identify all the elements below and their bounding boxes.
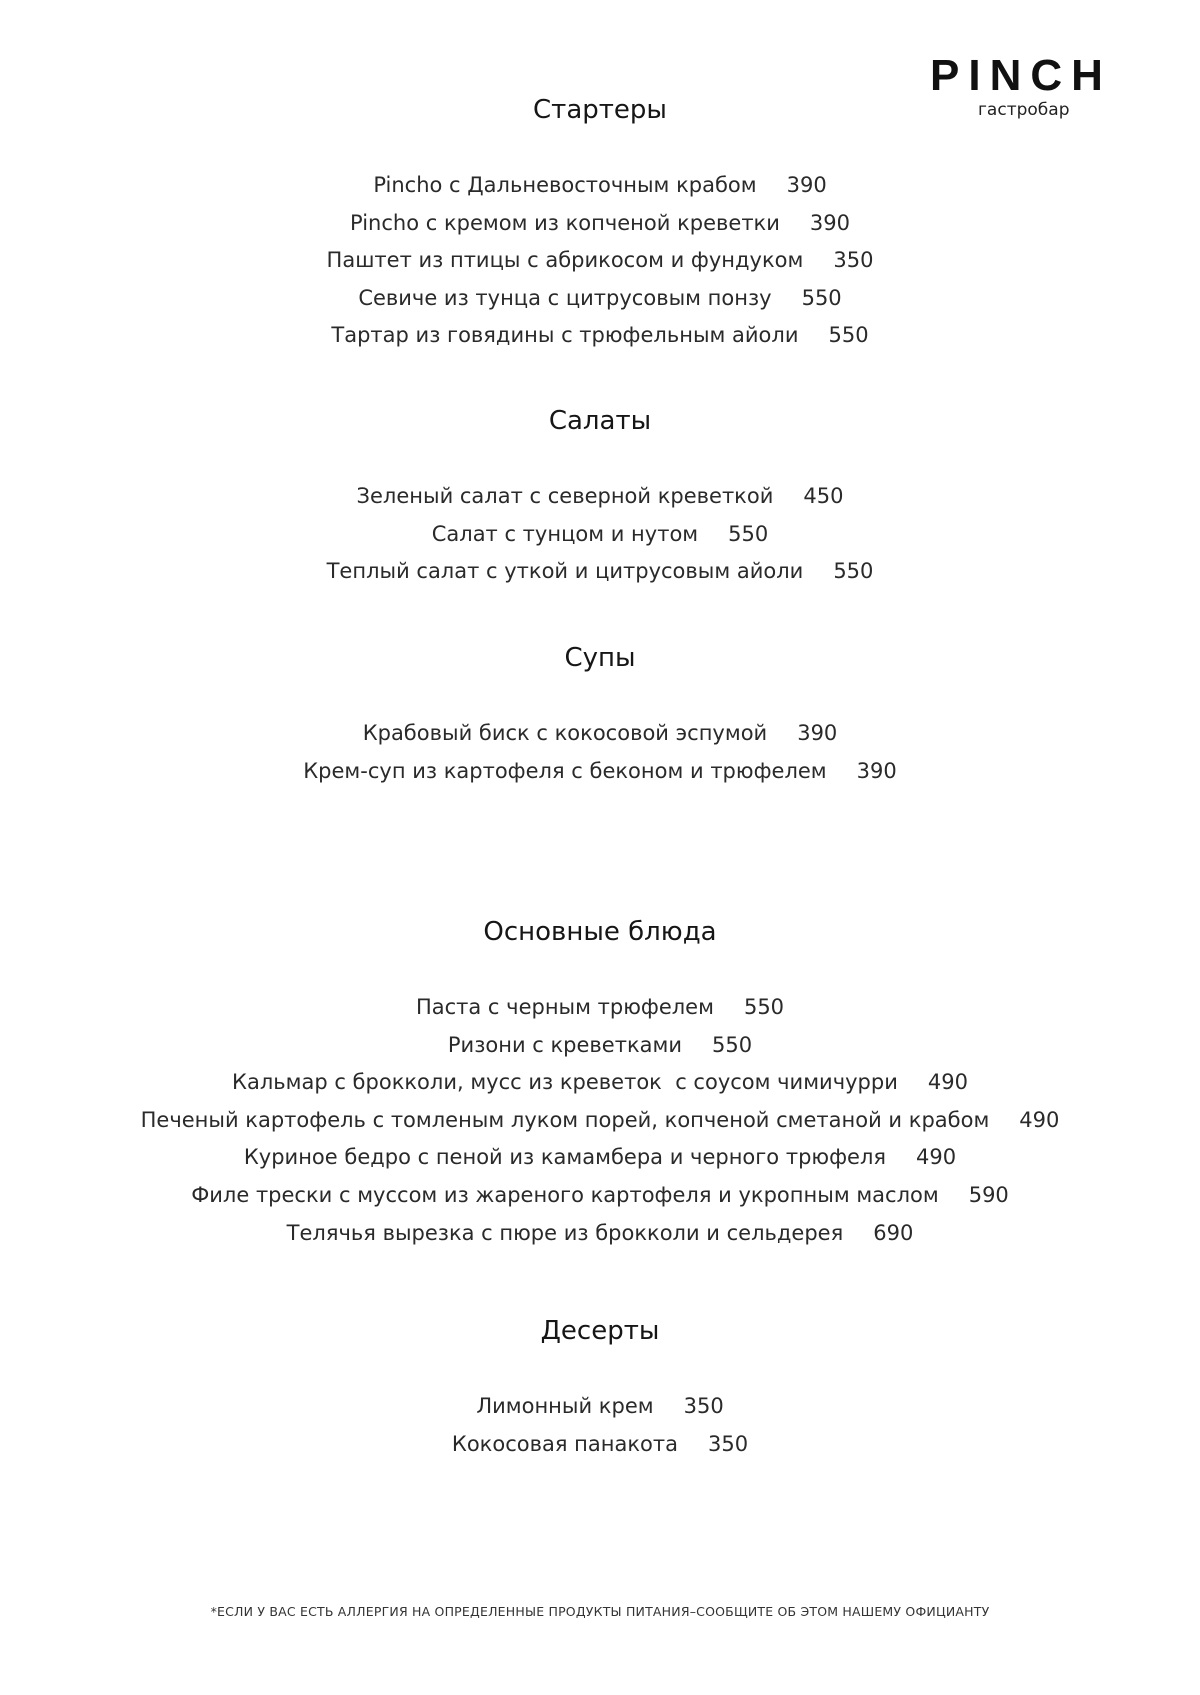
item-price: 490 (927, 1070, 968, 1095)
menu-item (0, 715, 1200, 753)
item-name: Pincho с кремом из копченой креветки (350, 210, 780, 235)
item-name: Паштет из птицы с абрикосом и фундуком (326, 248, 804, 273)
menu-item (0, 205, 1200, 243)
section-salads (0, 404, 1200, 591)
menu-item (0, 478, 1200, 516)
menu-item (0, 516, 1200, 554)
menu-item-list (0, 989, 1200, 1252)
item-price: 390 (786, 173, 827, 197)
menu-item (0, 1426, 1200, 1464)
item-name: Лимонный крем (476, 1394, 654, 1418)
item-name: Кокосовая панакота (451, 1431, 678, 1456)
section-title: Стартеры (533, 95, 667, 125)
section-main-courses (0, 915, 1200, 1252)
menu-item (0, 1102, 1200, 1140)
section-desserts (0, 1314, 1200, 1463)
item-price: 350 (707, 1431, 749, 1456)
item-price: 550 (828, 323, 869, 348)
item-price: 690 (873, 1220, 914, 1245)
item-name: Pincho с Дальневосточным крабом (373, 173, 757, 197)
menu-item (0, 553, 1200, 591)
item-price: 350 (833, 248, 874, 273)
item-price: 450 (803, 484, 844, 508)
section-starters (0, 93, 1200, 355)
section-title: Десерты (540, 1316, 660, 1346)
brand-name: PINCH (930, 51, 1112, 100)
section-title: Салаты (548, 406, 652, 436)
item-price: 490 (1019, 1107, 1060, 1132)
menu-item (0, 989, 1200, 1027)
menu-item-list (0, 478, 1200, 591)
item-price: 550 (712, 1032, 753, 1057)
item-name: Печеный картофель с томленым луком порей, копченой сметаной и крабом (140, 1107, 990, 1132)
item-name: Телячья вырезка с пюре из брокколи и сельдерея (286, 1220, 844, 1245)
menu-item (0, 1388, 1200, 1426)
item-name: Теплый салат с уткой и цитрусовым айоли (326, 559, 804, 584)
menu-item (0, 242, 1200, 280)
menu-item (0, 753, 1200, 791)
item-price: 390 (797, 721, 838, 745)
item-name: Крабовый биск с кокосовой эспумой (362, 721, 768, 745)
menu-item-list (0, 715, 1200, 790)
item-name: Крем-суп из картофеля с беконом и трюфелем (303, 758, 827, 783)
item-price: 350 (683, 1394, 724, 1418)
menu-item-list (0, 1388, 1200, 1463)
menu-item (0, 167, 1200, 205)
item-name: Зеленый салат с северной креветкой (356, 484, 774, 508)
menu-item (0, 1215, 1200, 1253)
item-name: Севиче из тунца с цитрусовым понзу (358, 285, 772, 310)
item-price: 390 (809, 210, 850, 235)
item-price: 550 (801, 285, 842, 310)
item-price: 550 (728, 521, 769, 546)
item-price: 590 (968, 1182, 1009, 1207)
menu-item-list (0, 167, 1200, 355)
brand-tagline: гастробар (978, 100, 1070, 120)
menu-item (0, 280, 1200, 318)
menu-item (0, 1177, 1200, 1215)
item-name: Тартар из говядины с трюфельным айоли (331, 323, 799, 348)
item-name: Салат с тунцом и нутом (431, 521, 699, 546)
menu-item (0, 1027, 1200, 1065)
allergy-footnote: *ЕСЛИ У ВАС ЕСТЬ АЛЛЕРГИЯ НА ОПРЕДЕЛЕННЫЕ ПРОДУКТЫ ПИТАНИЯ–СООБЩИТЕ ОБ ЭТОМ НАШЕМУ ОФИЦИАНТУ (210, 1604, 990, 1619)
item-name: Ризони с креветками (447, 1032, 682, 1057)
item-name: Кальмар с брокколи, мусс из креветок с соусом чимичурри (232, 1070, 898, 1095)
menu-item (0, 317, 1200, 355)
item-price: 390 (856, 758, 897, 783)
item-name: Куриное бедро с пеной из камамбера и черного трюфеля (243, 1145, 887, 1170)
item-name: Филе трески с муссом из жареного картофеля и укропным маслом (191, 1182, 939, 1207)
section-title: Супы (564, 643, 636, 673)
item-price: 550 (743, 995, 785, 1019)
item-name: Паста с черным трюфелем (415, 995, 714, 1019)
menu-item (0, 1139, 1200, 1177)
section-title: Основные блюда (483, 917, 717, 947)
item-price: 550 (833, 559, 874, 584)
menu-item (0, 1064, 1200, 1102)
item-price: 490 (916, 1145, 957, 1170)
section-soups (0, 641, 1200, 790)
